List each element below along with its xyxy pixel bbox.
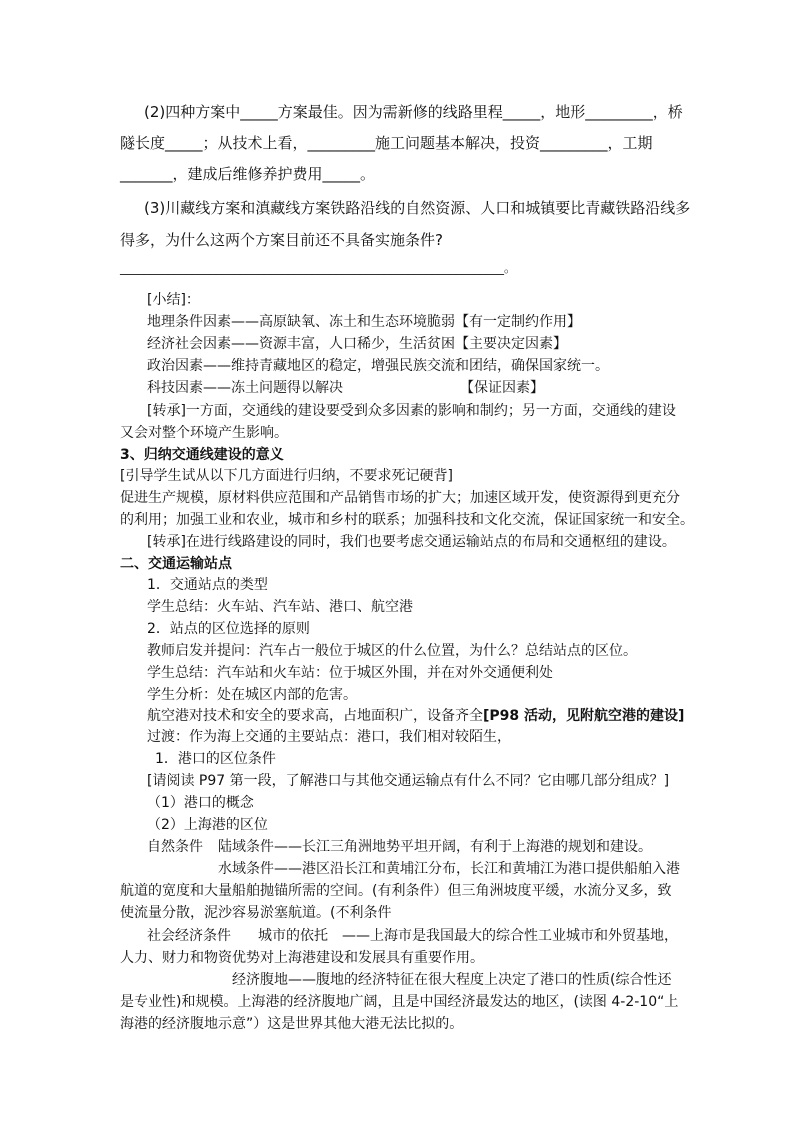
airport-text: 航空港对技术和安全的要求高，占地面积广，设备齐全 — [147, 708, 483, 724]
shanghai-port-location: （2）上海港的区位 — [147, 817, 268, 833]
question-3-line-1: (3)川藏线方案和滇藏线方案铁路沿线的自然资源、人口和城镇要比青藏铁路沿线多 — [144, 199, 691, 217]
summary-transition-line-1: [转承]一方面，交通线的建设要受到众多因素的影响和制约；另一方面，交通线的建设 — [147, 403, 676, 419]
summary-heading: [小结]： — [147, 292, 200, 308]
airport-requirements — [147, 707, 684, 725]
section-3-paragraph-line-2: 的利用；加强工业和农业，城市和乡村的联系；加强科技和文化交流，保证国家统一和安全。 — [120, 512, 694, 528]
section-3-transition: [转承]在进行线路建设的同时，我们也要考虑交通运输站点的布局和交通枢纽的建设。 — [147, 534, 676, 550]
student-summary-types: 学生总结：火车站、汽车站、港口、航空港 — [147, 599, 413, 615]
summary-transition-line-2: 又会对整个环境产生影响。 — [120, 425, 288, 441]
question-2-line-1: (2)四种方案中_____方案最佳。因为需新修的线路里程_____，地形_________，桥 — [144, 103, 683, 121]
teacher-question: 教师启发并提问：汽车占一般位于城区的什么位置，为什么？总结站点的区位。 — [147, 643, 637, 659]
transition-to-ports: 过渡：作为海上交通的主要站点：港口，我们相对较陌生， — [147, 729, 511, 745]
summary-tech-factor: 科技因素——冻土问题得以解决 — [147, 380, 343, 396]
social-economic-label: 社会经济条件 — [147, 928, 231, 944]
question-2-line-2: 隧长度_____；从技术上看，_________施工问题基本解决，投资_________，工期 — [120, 134, 653, 152]
hinterland-line-3: 海港的经济腹地示意”）这是世界其他大港无法比拟的。 — [120, 1016, 464, 1032]
city-support: 城市的依托 ——上海市是我国最大的综合性工业城市和外贸基地， — [258, 928, 678, 944]
water-conditions-line-2: 航道的宽度和大量船舶抛锚所需的空间。(有利条件）但三角洲坡度平缓，水流分叉多，致 — [120, 883, 672, 899]
land-conditions: 陆域条件——长江三角洲地势平坦开阔，有利于上海港的规划和建设。 — [218, 839, 652, 855]
summary-geo-factor: 地理条件因素——高原缺氧、冻土和生态环境脆弱【有一定制约作用】 — [147, 314, 581, 330]
summary-econ-factor: 经济社会因素——资源丰富，人口稀少，生活贫困【主要决定因素】 — [147, 336, 567, 352]
question-2-line-3: _______，建成后维修养护费用_____。 — [120, 165, 376, 183]
summary-tech-tag: 【保证因素】 — [460, 380, 544, 396]
airport-activity-reference: [P98 活动，见附航空港的建设] — [483, 708, 685, 724]
section-3-guide: [引导学生试从以下几方面进行归纳，不要求死记硬背] — [120, 468, 453, 484]
port-concept: （1）港口的概念 — [147, 795, 254, 811]
question-3-line-2: 得多，为什么这两个方案目前还不具备实施条件? — [120, 231, 443, 249]
reading-prompt: [请阅读 P97 第一段，了解港口与其他交通运输点有什么不同？它由哪几部分组成？] — [147, 773, 670, 789]
student-analysis: 学生分析：处在城区内部的危害。 — [147, 687, 357, 703]
natural-conditions-label: 自然条件 — [147, 839, 203, 855]
item-station-types: 1．交通站点的类型 — [147, 577, 268, 593]
section-3-paragraph-line-1: 促进生产规模，原材料供应范围和产品销售市场的扩大；加速区域开发，使资源得到更充分 — [120, 490, 680, 506]
section-two-title: 二、交通运输站点 — [120, 556, 232, 572]
item-location-principles: 2．站点的区位选择的原则 — [147, 621, 310, 637]
student-summary-stations: 学生总结：汽车站和火车站：位于城区外围，并在对外交通便利处 — [147, 665, 553, 681]
hinterland-line-1: 经济腹地——腹地的经济特征在很大程度上决定了港口的性质(综合性还 — [232, 972, 672, 988]
water-conditions-line-1: 水域条件——港区沿长江和黄埔江分布，长江和黄埔江为港口提供船舶入港 — [218, 861, 680, 877]
question-3-answer-blank: ________________________________________________________________。 — [120, 261, 517, 275]
water-conditions-line-3: 使流量分散，泥沙容易淤塞航道。(不利条件 — [120, 905, 392, 921]
section-3-title: 3、归纳交通线建设的意义 — [120, 447, 284, 463]
city-support-line-2: 人力、财力和物资优势对上海港建设和发展具有重要作用。 — [120, 950, 484, 966]
hinterland-line-2: 是专业性)和规模。上海港的经济腹地广阔，且是中国经济最发达的地区，(读图 4-2-10“上 — [120, 994, 679, 1010]
item-port-location: 1．港口的区位条件 — [155, 751, 276, 767]
summary-politics-factor: 政治因素——维持青藏地区的稳定，增强民族交流和团结，确保国家统一。 — [147, 358, 609, 374]
